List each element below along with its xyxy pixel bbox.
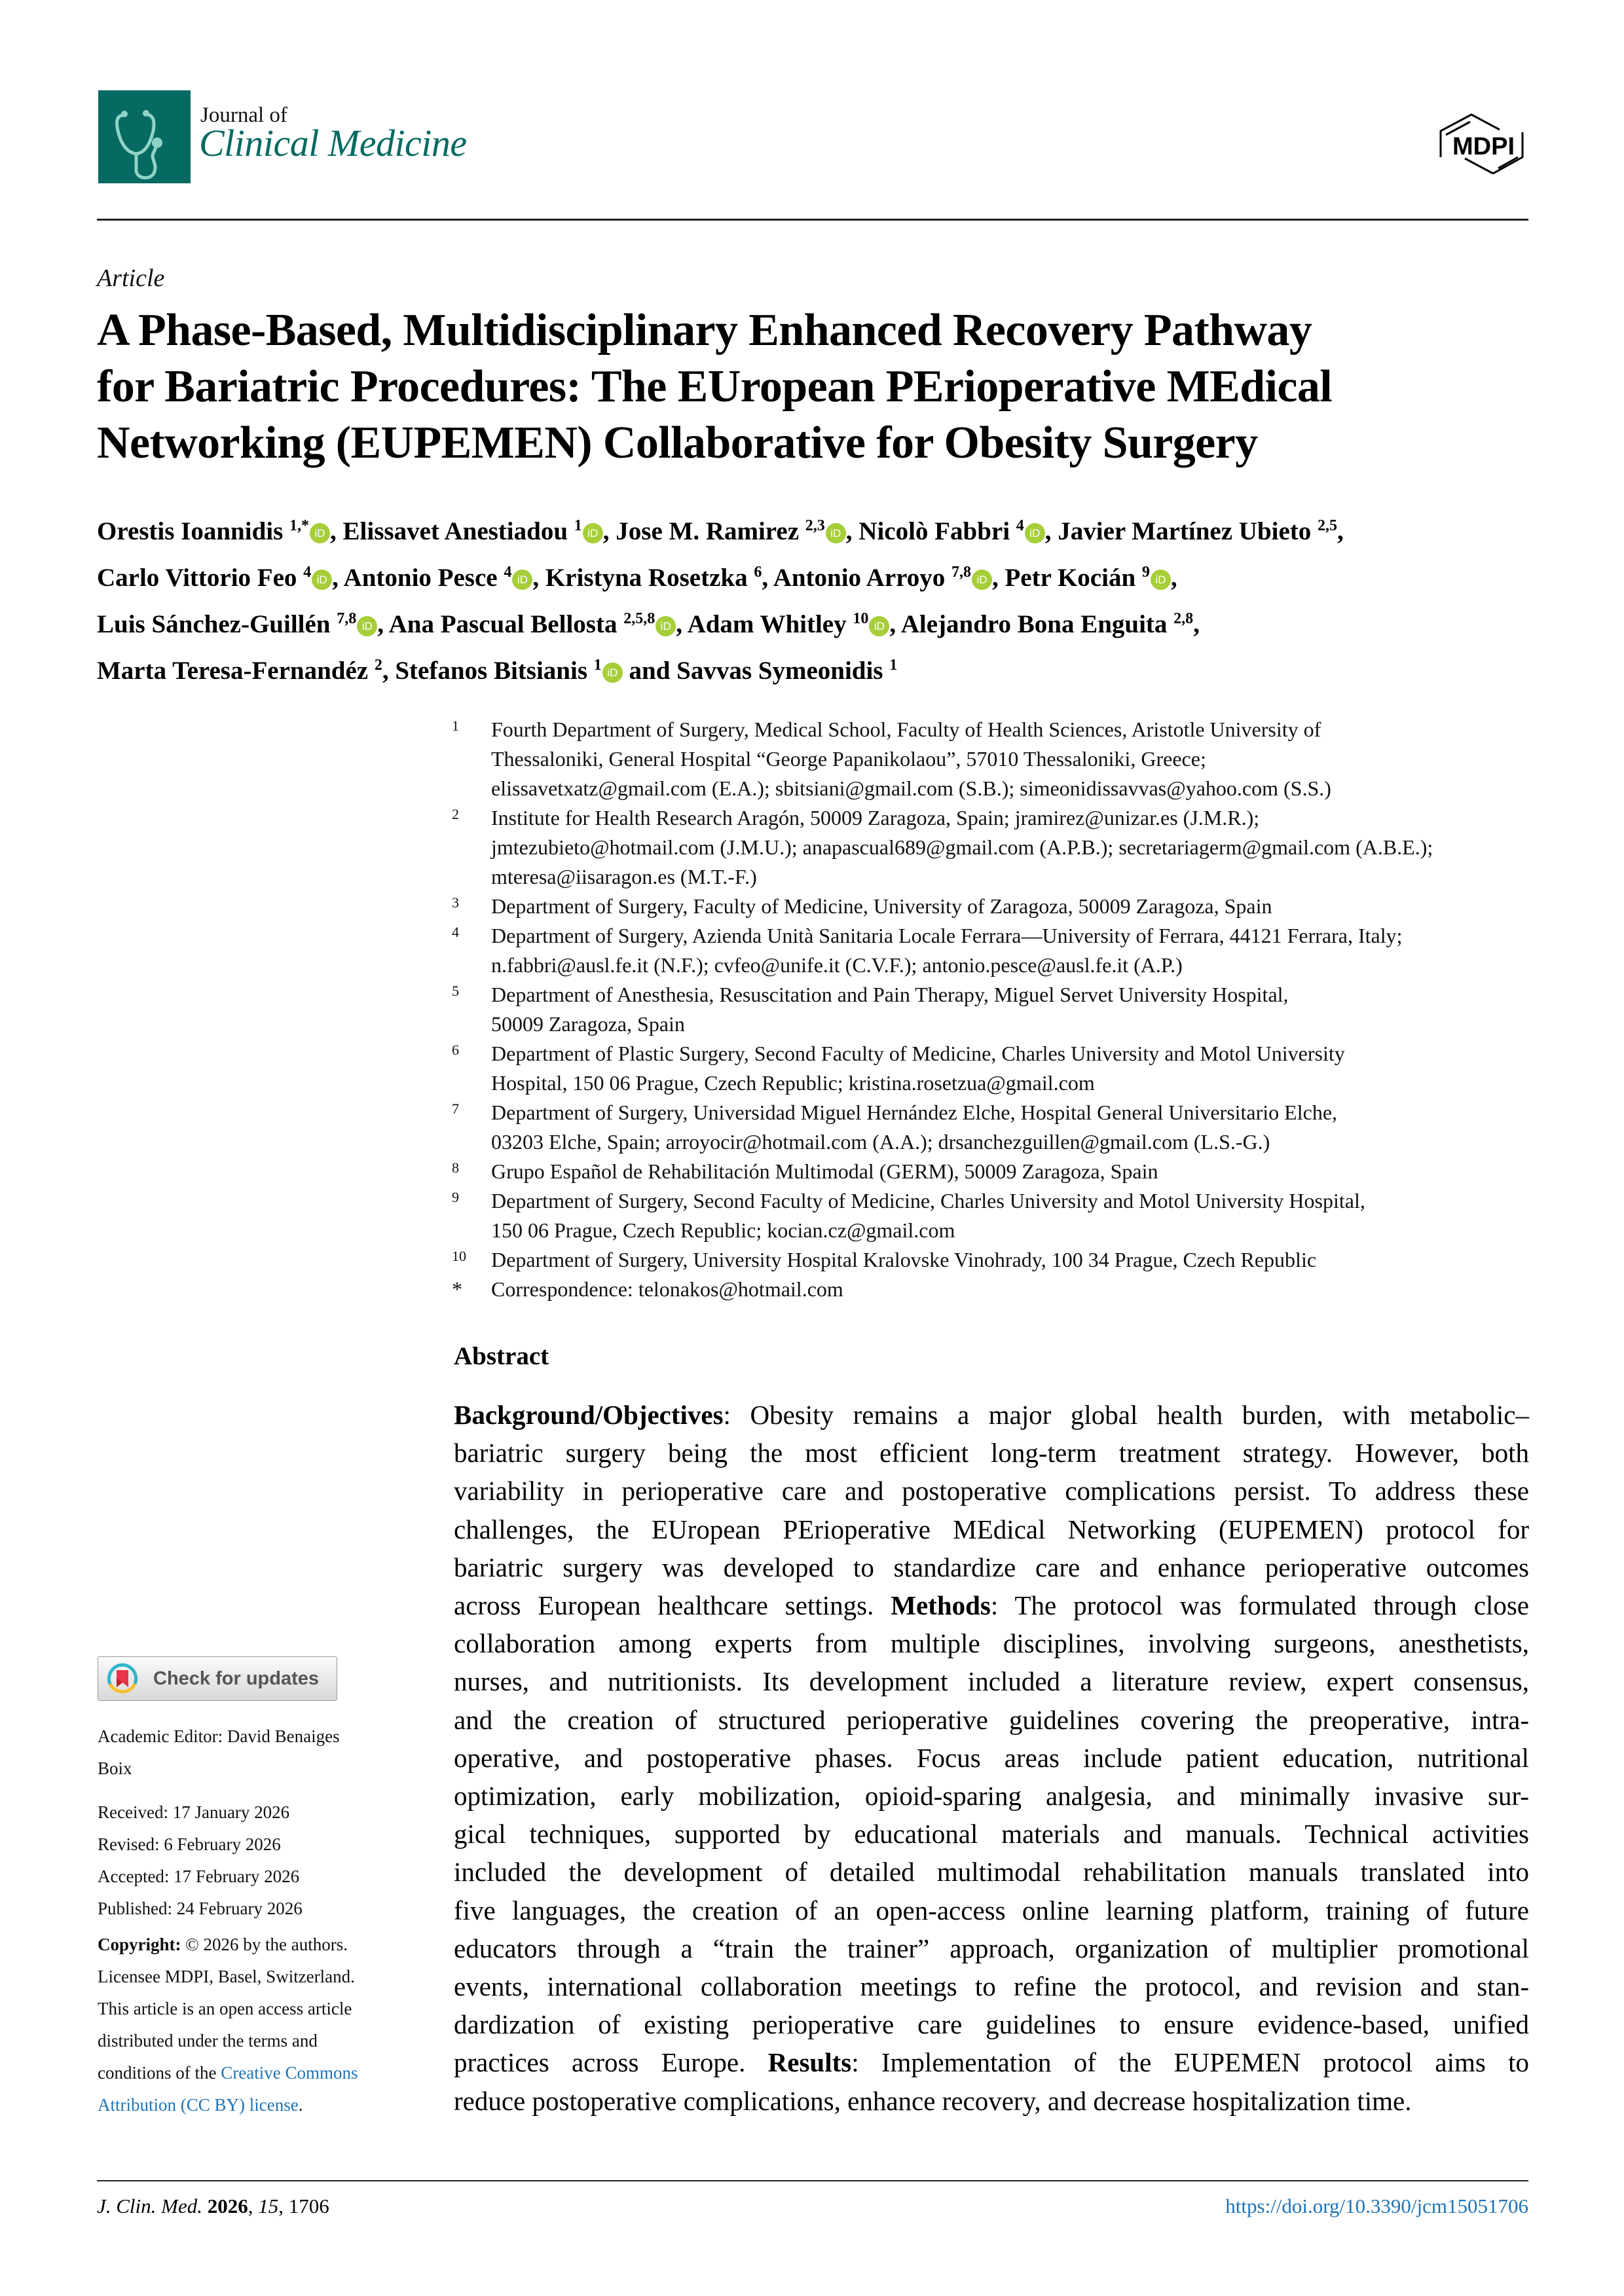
affiliation-item (452, 1098, 1539, 1157)
copyright-label: Copyright: (98, 1935, 181, 1954)
copyright-text: distributed under the terms and (98, 2031, 318, 2050)
separator: , (676, 610, 688, 638)
affiliation-text: Department of Surgery, Universidad Miguel Hernández Elche, Hospital General Universitario Elche, (491, 1101, 1338, 1124)
affiliation-text: Department of Surgery, Second Faculty of Medicine, Charles University and Motol University Hospital, (491, 1189, 1365, 1212)
author-name: Elissavet Anestiadou (342, 517, 574, 545)
abstract-section-label: Background/Objectives (454, 1400, 724, 1430)
affiliation-item (452, 803, 1539, 892)
punctuation: . (298, 2095, 303, 2115)
affiliation-item (452, 980, 1539, 1039)
affiliation-superscript: 2 (374, 657, 382, 674)
citation-volume: 15 (258, 2195, 279, 2217)
separator: , (1193, 610, 1200, 638)
title-line: Networking (EUPEMEN) Collaborative for Obesity Surgery (97, 418, 1258, 468)
separator: , (382, 657, 396, 685)
mdpi-hexagon-icon (1408, 105, 1526, 183)
correspondence-text: Correspondence: telonakos@hotmail.com (491, 1277, 843, 1301)
affiliation-superscript: 4 (1016, 517, 1024, 534)
affiliation-text: Grupo Español de Rehabilitación Multimodal (GERM), 50009 Zaragoza, Spain (491, 1159, 1158, 1183)
affiliation-text: elissavetxatz@gmail.com (E.A.); sbitsiani@gmail.com (S.B.); simeonidissavvas@yahoo.com (S.S.) (491, 776, 1331, 800)
abstract-line (454, 1662, 1529, 1700)
article-title (97, 302, 1538, 471)
affiliation-superscript: 2,5 (1318, 517, 1338, 534)
mdpi-logo (1408, 105, 1526, 183)
author-name: Savvas Symeonidis (676, 657, 890, 685)
check-updates-label: Check for updates (153, 1667, 319, 1689)
abstract-text: dardization of existing perioperative care guidelines to ensure evidence-based, unified (454, 2009, 1529, 2040)
abstract-text: practices across Europe. (454, 2047, 768, 2078)
separator: and (622, 657, 677, 685)
abstract-text: : Implementation of the EUPEMEN protocol aims to (851, 2047, 1529, 2078)
abstract-text: five languages, the creation of an open-access online learning platform, training of future (454, 1895, 1529, 1925)
abstract-text: educators through a “train the trainer” approach, organization of multiplier promotional (454, 1933, 1529, 1963)
abstract-line (454, 1929, 1529, 1967)
abstract-text: variability in perioperative care and postoperative complications persist. To address these (454, 1476, 1529, 1506)
journal-name: Clinical Medicine (199, 122, 467, 164)
affiliation-superscript: 4 (504, 564, 512, 581)
affiliation-text: 150 06 Prague, Czech Republic; kocian.cz@gmail.com (491, 1218, 955, 1242)
separator: , (377, 610, 389, 638)
affiliation-superscript: 1 (593, 657, 602, 674)
abstract-text: collaboration among experts from multiple disciplines, involving surgeons, anesthetists, (454, 1628, 1529, 1659)
separator: , (762, 564, 773, 592)
abstract-section-label: Methods (891, 1590, 991, 1621)
orcid-icon[interactable]: iD (655, 616, 676, 636)
affiliation-superscript: 1 (889, 657, 898, 674)
abstract-text: optimization, early mobilization, opioid-sparing analgesia, and minimally invasive sur- (454, 1781, 1529, 1812)
affiliation-number: 1 (452, 718, 459, 734)
orcid-icon[interactable]: iD (310, 523, 330, 543)
orcid-icon[interactable]: iD (357, 616, 377, 636)
author-line (97, 505, 1538, 552)
academic-editor-cont: Boix (98, 1758, 132, 1778)
author-name: Stefanos Bitsianis (395, 657, 594, 685)
author-name: Alejandro Bona Enguita (900, 610, 1174, 638)
author-name: Kristyna Rosetzka (545, 564, 754, 592)
affiliation-text: Department of Surgery, University Hospital Kralovske Vinohrady, 100 34 Prague, Czech Republic (491, 1248, 1317, 1271)
author-name: Petr Kocián (1005, 564, 1142, 592)
orcid-icon[interactable]: iD (972, 570, 992, 590)
affiliation-text: n.fabbri@ausl.fe.it (N.F.); cvfeo@unife.it (C.V.F.); antonio.pesce@ausl.fe.it (A.P.) (491, 953, 1183, 977)
affiliation-superscript: 1 (574, 517, 582, 534)
journal-prefix: Journal of (200, 103, 287, 127)
correspondence-marker: * (452, 1277, 462, 1301)
affiliation-superscript: 2,3 (805, 517, 825, 534)
separator: , (1170, 564, 1177, 592)
affiliation-item (452, 1245, 1539, 1275)
affiliation-text: Fourth Department of Surgery, Medical School, Faculty of Health Sciences, Aristotle University of (491, 718, 1321, 741)
abstract-text: gical techniques, supported by educational materials and manuals. Technical activities (454, 1819, 1529, 1850)
author-name: Nicolò Fabbri (858, 517, 1016, 545)
affiliation-superscript: 2,5,8 (623, 610, 655, 627)
author-name: Orestis Ioannidis (97, 517, 290, 545)
affiliation-text: Department of Plastic Surgery, Second Faculty of Medicine, Charles University and Motol University (491, 1042, 1345, 1065)
affiliation-superscript: 10 (853, 610, 869, 627)
affiliation-item (452, 1157, 1539, 1186)
author-name: Luis Sánchez-Guillén (97, 610, 337, 638)
journal-logo (98, 90, 191, 183)
separator: , (991, 564, 1005, 592)
affiliation-item (452, 1186, 1539, 1245)
published-date: Published: 24 February 2026 (98, 1899, 303, 1918)
copyright-text (98, 2089, 438, 2121)
accepted-date: Accepted: 17 February 2026 (98, 1867, 300, 1886)
author-line (97, 598, 1538, 645)
affiliation-superscript: 6 (754, 564, 762, 581)
affiliation-text: 03203 Elche, Spain; arroyocir@hotmail.com (A.A.); drsanchezguillen@gmail.com (L.S.-G.) (491, 1130, 1270, 1154)
abstract-line (454, 2005, 1529, 2043)
abstract-text: across European healthcare settings. (454, 1590, 891, 1621)
article-type: Article (97, 264, 165, 292)
author-name: Javier Martínez Ubieto (1058, 517, 1318, 545)
abstract-text: challenges, the EUropean PErioperative MEdical Networking (EUPEMEN) protocol for (454, 1514, 1529, 1544)
abstract-text: bariatric surgery being the most efficient long-term treatment strategy. However, both (454, 1438, 1529, 1468)
copyright-text (98, 2057, 438, 2089)
footer-divider (97, 2180, 1528, 2181)
affiliation-text: Institute for Health Research Aragón, 50009 Zaragoza, Spain; jramirez@unizar.es (J.M.R.); (491, 806, 1260, 829)
check-updates-icon (106, 1662, 139, 1695)
affiliation-item (452, 892, 1539, 921)
affiliation-superscript: 7,8 (951, 564, 971, 581)
affiliation-text: jmtezubieto@hotmail.com (J.M.U.); anapascual689@gmail.com (A.P.B.); secretariagerm@gmail.com (A.B.E.); (491, 835, 1433, 859)
affiliation-number: 7 (452, 1101, 459, 1117)
abstract-text: included the development of detailed multimodal rehabilitation manuals translated into (454, 1857, 1529, 1887)
title-line: for Bariatric Procedures: The EUropean PErioperative MEdical (97, 361, 1333, 412)
affiliation-item (452, 1039, 1539, 1098)
copyright-text: © 2026 by the authors. (181, 1935, 348, 1954)
author-name: Marta Teresa-Fernandéz (97, 657, 375, 685)
header-divider (97, 219, 1528, 221)
abstract-line (454, 1701, 1529, 1739)
abstract-text: events, international collaboration meetings to refine the protocol, and revision and stan- (454, 1971, 1529, 2002)
affiliation-superscript: 9 (1141, 564, 1150, 581)
abstract-line (454, 1891, 1529, 1929)
author-name: Ana Pascual Bellosta (388, 610, 624, 638)
abstract-line (454, 1853, 1529, 1891)
affiliation-text: Thessaloniki, General Hospital “George Papanikolaou”, 57010 Thessaloniki, Greece; (491, 747, 1206, 771)
abstract-text: and the creation of structured perioperative guidelines covering the preoperative, intra- (454, 1704, 1529, 1735)
affiliation-number: 8 (452, 1159, 459, 1176)
separator: , (845, 517, 859, 545)
affiliation-item (452, 921, 1539, 980)
affiliations-list (452, 715, 1539, 1304)
affiliation-text: Department of Anesthesia, Resuscitation and Pain Therapy, Miguel Servet University Hospital, (491, 983, 1289, 1006)
abstract-text: : Obesity remains a major global health burden, with metabolic– (723, 1400, 1529, 1430)
title-line: A Phase-Based, Multidisciplinary Enhanced Recovery Pathway (97, 305, 1312, 355)
author-name: Antonio Pesce (343, 564, 504, 592)
affiliation-text: Hospital, 150 06 Prague, Czech Republic; kristina.rosetzua@gmail.com (491, 1071, 1095, 1095)
doi-link[interactable]: https://doi.org/10.3390/jcm15051706 (1225, 2195, 1528, 2217)
affiliation-number: 9 (452, 1189, 459, 1205)
abstract-line (454, 1967, 1529, 2005)
orcid-icon[interactable]: iD (583, 523, 603, 543)
author-name: Carlo Vittorio Feo (97, 564, 304, 592)
affiliation-superscript: 2,8 (1173, 610, 1194, 627)
abstract-body (454, 1396, 1529, 2120)
separator: , (330, 517, 343, 545)
affiliation-text: Department of Surgery, Azienda Unità Sanitaria Locale Ferrara—University of Ferrara, 44121 Ferrara, Italy; (491, 924, 1403, 947)
author-name: Antonio Arroyo (773, 564, 951, 592)
author-line (97, 645, 1538, 691)
affiliation-superscript: 1,* (289, 517, 310, 534)
citation: J. Clin. Med. 2026, 15, 1706 (97, 2195, 329, 2217)
abstract-line (454, 1624, 1529, 1662)
abstract-line (454, 1815, 1529, 1853)
copyright-text: conditions of the (98, 2063, 221, 2083)
separator: , (1044, 517, 1058, 545)
stethoscope-icon (98, 90, 191, 183)
orcid-icon[interactable]: iD (826, 523, 846, 543)
abstract-line (454, 1586, 1529, 1624)
affiliation-number: 4 (452, 924, 459, 940)
orcid-icon[interactable]: iD (869, 616, 889, 636)
citation-article-number: 1706 (288, 2195, 329, 2217)
abstract-line (454, 2082, 1529, 2120)
affiliation-text: Department of Surgery, Faculty of Medicine, University of Zaragoza, 50009 Zaragoza, Spain (491, 894, 1272, 918)
abstract-line (454, 1396, 1529, 1434)
affiliation-text: mteresa@iisaragon.es (M.T.-F.) (491, 865, 757, 888)
orcid-icon[interactable]: iD (312, 570, 332, 590)
affiliation-superscript: 7,8 (337, 610, 357, 627)
academic-editor: Academic Editor: David Benaiges (98, 1726, 340, 1746)
abstract-section-label: Results (767, 2047, 852, 2078)
separator: , (532, 564, 545, 592)
abstract-line (454, 1434, 1529, 1472)
affiliation-number: 5 (452, 983, 459, 999)
orcid-icon[interactable]: iD (512, 570, 532, 590)
affiliation-number: 3 (452, 894, 459, 911)
affiliation-text: 50009 Zaragoza, Spain (491, 1012, 685, 1036)
check-for-updates-button[interactable] (98, 1656, 337, 1701)
abstract-line (454, 1472, 1529, 1510)
citation-year: 2026 (207, 2195, 248, 2217)
abstract-text: nurses, and nutritionists. Its development included a literature review, expert consensus, (454, 1666, 1529, 1697)
separator: , (602, 517, 616, 545)
abstract-line (454, 1548, 1529, 1586)
separator: , (1337, 517, 1344, 545)
journal-abbrev: J. Clin. Med. (97, 2195, 202, 2217)
author-list (97, 505, 1538, 691)
license-link[interactable]: Attribution (CC BY) license (98, 2095, 299, 2115)
copyright-text: This article is an open access article (98, 1999, 352, 2018)
license-link[interactable]: Creative Commons (221, 2063, 358, 2083)
abstract-line (454, 2043, 1529, 2081)
abstract-line (454, 1777, 1529, 1815)
abstract-text: : The protocol was formulated through close (990, 1590, 1529, 1621)
received-date: Received: 17 January 2026 (98, 1802, 290, 1822)
abstract-heading: Abstract (454, 1342, 549, 1370)
abstract-text: reduce postoperative complications, enhance recovery, and decrease hospitalization time. (454, 2085, 1412, 2116)
abstract-line (454, 1739, 1529, 1777)
revised-date: Revised: 6 February 2026 (98, 1834, 281, 1854)
affiliation-superscript: 4 (303, 564, 312, 581)
orcid-icon[interactable]: iD (1151, 570, 1171, 590)
copyright-line (98, 1929, 438, 1961)
abstract-text: operative, and postoperative phases. Focus areas include patient education, nutritional (454, 1742, 1529, 1773)
affiliation-item (452, 715, 1539, 803)
affiliation-number: 2 (452, 806, 459, 822)
svg-text:MDPI: MDPI (1452, 133, 1515, 160)
abstract-text: bariatric surgery was developed to standardize care and enhance perioperative outcomes (454, 1552, 1529, 1582)
orcid-icon[interactable]: iD (1025, 523, 1045, 543)
author-line (97, 552, 1538, 598)
article-metadata (98, 1721, 438, 2121)
correspondence (452, 1275, 1539, 1304)
separator: , (889, 610, 901, 638)
author-name: Adam Whitley (687, 610, 853, 638)
separator: , (332, 564, 344, 592)
copyright-text: Licensee MDPI, Basel, Switzerland. (98, 1967, 355, 1986)
abstract-line (454, 1510, 1529, 1548)
affiliation-number: 10 (452, 1248, 466, 1264)
orcid-icon[interactable]: iD (602, 663, 623, 683)
affiliation-number: 6 (452, 1042, 459, 1058)
author-name: Jose M. Ramirez (616, 517, 805, 545)
